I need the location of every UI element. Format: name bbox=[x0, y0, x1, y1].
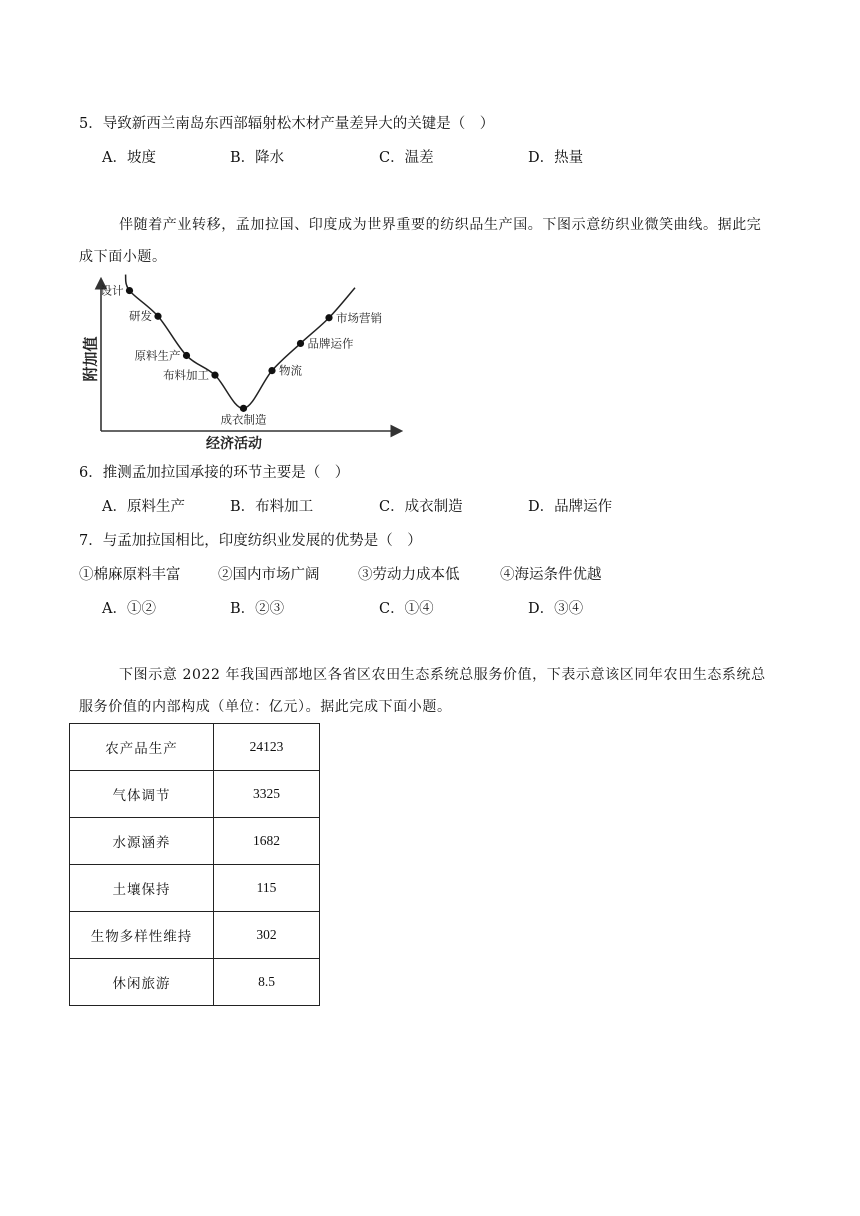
y-axis-label: 附加值 bbox=[81, 336, 100, 382]
q6-option-a: A．原料生产 bbox=[102, 499, 185, 515]
table-cell-value: 3325 bbox=[214, 771, 320, 818]
table-cell-value: 1682 bbox=[214, 818, 320, 865]
intro-paragraph-3-line-1: 下图示意 2022 年我国西部地区各省区农田生态系统总服务价值，下表示意该区同年农田生态系统总 bbox=[119, 667, 766, 683]
q5-option-d: D．热量 bbox=[528, 150, 584, 166]
chart-point bbox=[211, 372, 218, 379]
q5-option-a: A．坡度 bbox=[102, 150, 156, 166]
q6-option-b: B．布料加工 bbox=[230, 499, 314, 515]
chart-point bbox=[240, 405, 247, 412]
table-row bbox=[70, 865, 320, 912]
chart-point bbox=[126, 287, 133, 294]
intro-paragraph-2-line-2: 成下面小题。 bbox=[79, 249, 167, 265]
chart-point bbox=[268, 367, 275, 374]
chart-point-label: 物流 bbox=[279, 363, 302, 378]
smile-curve-chart bbox=[81, 274, 416, 454]
q6-option-d: D．品牌运作 bbox=[528, 499, 613, 515]
table-cell-name: 水源涵养 bbox=[70, 818, 214, 865]
question-6-stem: 6．推测孟加拉国承接的环节主要是（ ） bbox=[79, 465, 350, 481]
chart-point-label: 原料生产 bbox=[134, 348, 181, 363]
chart-point-label: 布料加工 bbox=[163, 368, 209, 383]
table-cell-value: 24123 bbox=[214, 724, 320, 771]
q5-option-c: C．温差 bbox=[379, 150, 434, 166]
chart-point-label: 市场营销 bbox=[336, 310, 382, 325]
question-7-stem: 7．与孟加拉国相比，印度纺织业发展的优势是（ ） bbox=[79, 533, 422, 549]
intro-paragraph-3-line-2: 服务价值的内部构成（单位：亿元）。据此完成下面小题。 bbox=[79, 699, 452, 715]
chart-point bbox=[325, 314, 332, 321]
intro-paragraph-2-line-1: 伴随着产业转移，孟加拉国、印度成为世界重要的纺织品生产国。下图示意纺织业微笑曲线。据此完 bbox=[119, 217, 762, 233]
table-cell-name: 农产品生产 bbox=[70, 724, 214, 771]
chart-point-label: 成衣制造 bbox=[220, 412, 267, 427]
q7-option-b: B．②③ bbox=[230, 601, 285, 617]
table-cell-name: 休闲旅游 bbox=[70, 959, 214, 1006]
table-row bbox=[70, 959, 320, 1006]
table-cell-name: 土壤保持 bbox=[70, 865, 214, 912]
chart-point-label: 设计 bbox=[100, 283, 124, 298]
table-row bbox=[70, 771, 320, 818]
q7-item-2: ②国内市场广阔 bbox=[218, 567, 320, 583]
table-row bbox=[70, 724, 320, 771]
q7-item-1: ①棉麻原料丰富 bbox=[79, 567, 181, 583]
table-cell-name: 气体调节 bbox=[70, 771, 214, 818]
q6-option-c: C．成衣制造 bbox=[379, 499, 463, 515]
service-value-table bbox=[69, 723, 320, 1006]
chart-point-label: 研发 bbox=[129, 309, 152, 324]
question-5-stem: 5．导致新西兰南岛东西部辐射松木材产量差异大的关键是（ ） bbox=[79, 116, 495, 132]
q7-item-3: ③劳动力成本低 bbox=[358, 567, 460, 583]
x-axis-label: 经济活动 bbox=[206, 436, 262, 452]
table-cell-value: 302 bbox=[214, 912, 320, 959]
q7-option-c: C．①④ bbox=[379, 601, 434, 617]
table-cell-name: 生物多样性维持 bbox=[70, 912, 214, 959]
chart-point bbox=[154, 313, 161, 320]
chart-point bbox=[297, 340, 304, 347]
chart-point bbox=[183, 352, 190, 359]
q7-item-4: ④海运条件优越 bbox=[500, 567, 602, 583]
table-row bbox=[70, 818, 320, 865]
chart-point-label: 品牌运作 bbox=[307, 336, 354, 351]
table-row bbox=[70, 912, 320, 959]
q7-option-a: A．①② bbox=[102, 601, 156, 617]
q5-option-b: B．降水 bbox=[230, 150, 285, 166]
table-cell-value: 8.5 bbox=[214, 959, 320, 1006]
table-cell-value: 115 bbox=[214, 865, 320, 912]
q7-option-d: D．③④ bbox=[528, 601, 584, 617]
